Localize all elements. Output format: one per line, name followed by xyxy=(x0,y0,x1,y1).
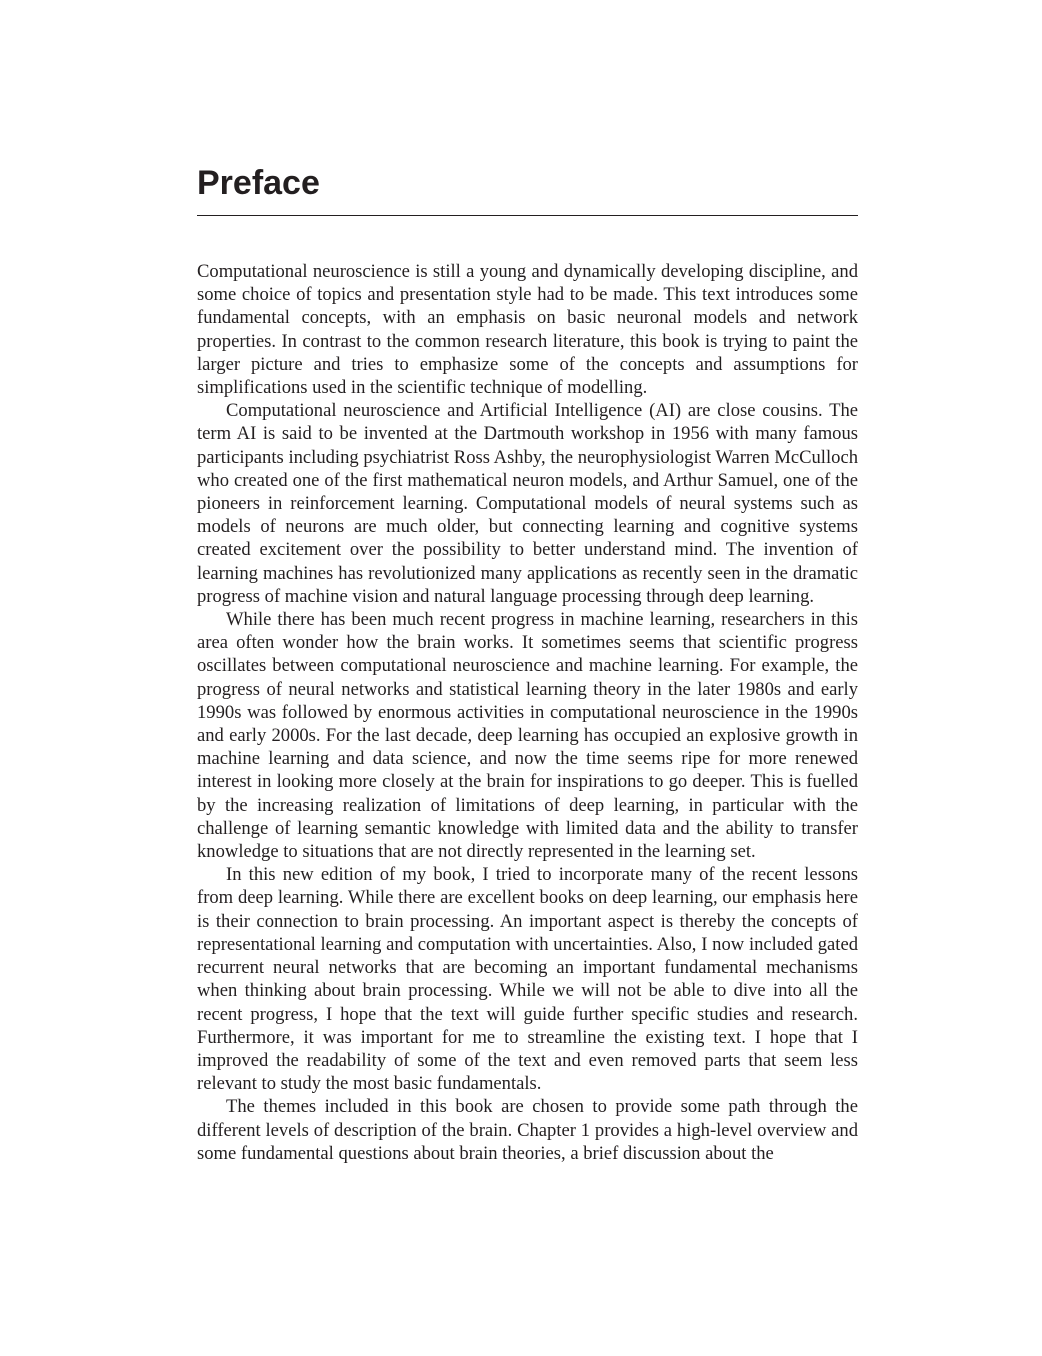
page xyxy=(197,0,858,1356)
title-rule xyxy=(197,215,858,216)
paragraph-2: Computational neuroscience and Artificial Intelligence (AI) are close cousins. The term AI is said to be invented at the Dartmouth workshop in 1956 with many famous participants including psychiatrist Ross Ashby, the neurophysiologist Warren McCulloch who created one of the first mathematical neuron models, and Arthur Samuel, one of the pioneers in reinforcement learning. Computational models of neural systems such as models of neurons are much older, but connecting learning and cognitive systems created excitement over the possibility to better understand mind. The invention of learning machines has revolutionized many applications as recently seen in the dramatic progress of machine vision and natural language processing through deep learning. xyxy=(197,400,858,607)
paragraph-5: The themes included in this book are chosen to provide some path through the different levels of description of the brain. Chapter 1 provides a high-level overview and some fundamental questions about brain theories, a brief discussion about the xyxy=(197,1096,858,1164)
paragraph-4: In this new edition of my book, I tried to incorporate many of the recent lessons from deep learning. While there are excellent books on deep learning, our emphasis here is their connection to brain processing. An important aspect is thereby the concepts of representational learning and computation with uncertainties. Also, I now included gated recurrent neural networks that are becoming an important fundamental mechanisms when thinking about brain processing. While we will not be able to dive into all the recent progress, I hope that the text will guide further specific studies and research. Furthermore, it was important for me to streamline the existing text. I hope that I improved the readability of some of the text and even removed parts that seem less relevant to study the most basic fundamentals. xyxy=(197,864,858,1095)
chapter-title: Preface xyxy=(197,164,320,202)
paragraph-3: While there has been much recent progress in machine learning, researchers in this area often wonder how the brain works. It sometimes seems that scientific progress oscillates between computational neuroscience and machine learning. For example, the progress of neural networks and statistical learning theory in the later 1980s and early 1990s was followed by enormous activities in computational neuroscience in the 1990s and early 2000s. For the last decade, deep learning has occupied an explosive growth in machine learning and data science, and now the time seems ripe for more renewed interest in looking more closely at the brain for inspirations to go deeper. This is fuelled by the increasing realization of limitations of deep learning, in particular with the challenge of learning semantic knowledge with limited data and the ability to transfer knowledge to situations that are not directly represented in the learning set. xyxy=(197,609,858,863)
body-text xyxy=(197,260,858,1165)
paragraph-1: Computational neuroscience is still a young and dynamically developing discipline, and some choice of topics and presentation style had to be made. This text introduces some fundamental concepts, with an emphasis on basic neuronal models and network properties. In contrast to the common research literature, this book is trying to paint the larger picture and tries to emphasize some of the concepts and assumptions for simplifications used in the scientific technique of modelling. xyxy=(197,261,858,399)
